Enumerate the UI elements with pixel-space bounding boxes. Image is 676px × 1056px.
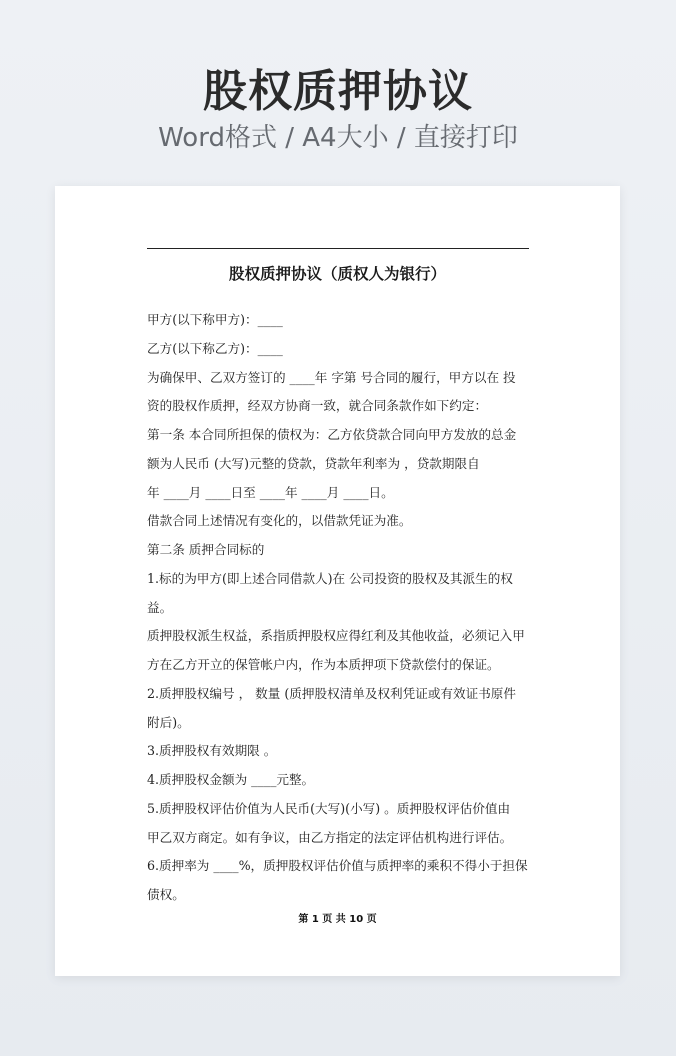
clause-6-line-1: 6.质押率为 ____%，质押股权评估价值与质押率的乘积不得小于担保: [147, 858, 528, 874]
header-rule: [147, 248, 529, 249]
clause-2-line-1: 2.质押股权编号 ， 数量 (质押股权清单及权利凭证或有效证书原件: [147, 685, 516, 701]
clause-1-line-2: 益。: [147, 599, 173, 615]
clause-6-line-2: 债权。: [147, 887, 185, 902]
derived-rights-line-1: 质押股权派生权益，系指质押股权应得红利及其他收益，必须记入甲: [147, 628, 525, 644]
clause-4-line: 4.质押股权金额为 ____元整。: [147, 772, 315, 787]
document-title: 股权质押协议（质权人为银行）: [228, 264, 446, 283]
page-subtitle: Word格式 / A4大小 / 直接打印: [158, 123, 518, 153]
page-title: 股权质押协议: [203, 66, 473, 117]
document-body: [147, 306, 529, 910]
clause-3-line: 3.质押股权有效期限 。: [147, 743, 277, 759]
article-1-line-4: 借款合同上述情况有变化的，以借款凭证为准。: [147, 513, 412, 529]
preamble-line-1: 为确保甲、乙双方签订的 ____年 字第 号合同的履行，甲方以在 投: [147, 369, 516, 385]
party-a-line: 甲方(以下称甲方)：____: [147, 312, 283, 327]
page-number-footer: 第 1 页 共 10 页: [298, 914, 377, 925]
preamble-line-2: 资的股权作质押，经双方协商一致，就合同条款作如下约定：: [147, 398, 488, 414]
article-1-line-2: 额为人民币 (大写)元整的贷款，贷款年利率为 ，贷款期限自: [147, 455, 480, 471]
article-1-line-3: 年 ____月 ____日至 ____年 ____月 ____日。: [147, 484, 394, 500]
derived-rights-line-2: 方在乙方开立的保管帐户内，作为本质押项下贷款偿付的保证。: [147, 657, 500, 672]
clause-5-line-1: 5.质押股权评估价值为人民币(大写)(小写) 。质押股权评估价值由: [147, 800, 511, 816]
clause-2-line-2: 附后)。: [147, 714, 190, 730]
clause-5-line-2: 甲乙双方商定。如有争议，由乙方指定的法定评估机构进行评估。: [147, 829, 513, 845]
document-page: [55, 186, 620, 976]
article-2-heading: 第二条 质押合同标的: [147, 542, 265, 557]
clause-1-line-1: 1.标的为甲方(即上述合同借款人)在 公司投资的股权及其派生的权: [147, 570, 513, 586]
party-b-line: 乙方(以下称乙方)：____: [147, 340, 283, 356]
article-1-line-1: 第一条 本合同所担保的债权为：乙方依贷款合同向甲方发放的总金: [147, 427, 517, 442]
